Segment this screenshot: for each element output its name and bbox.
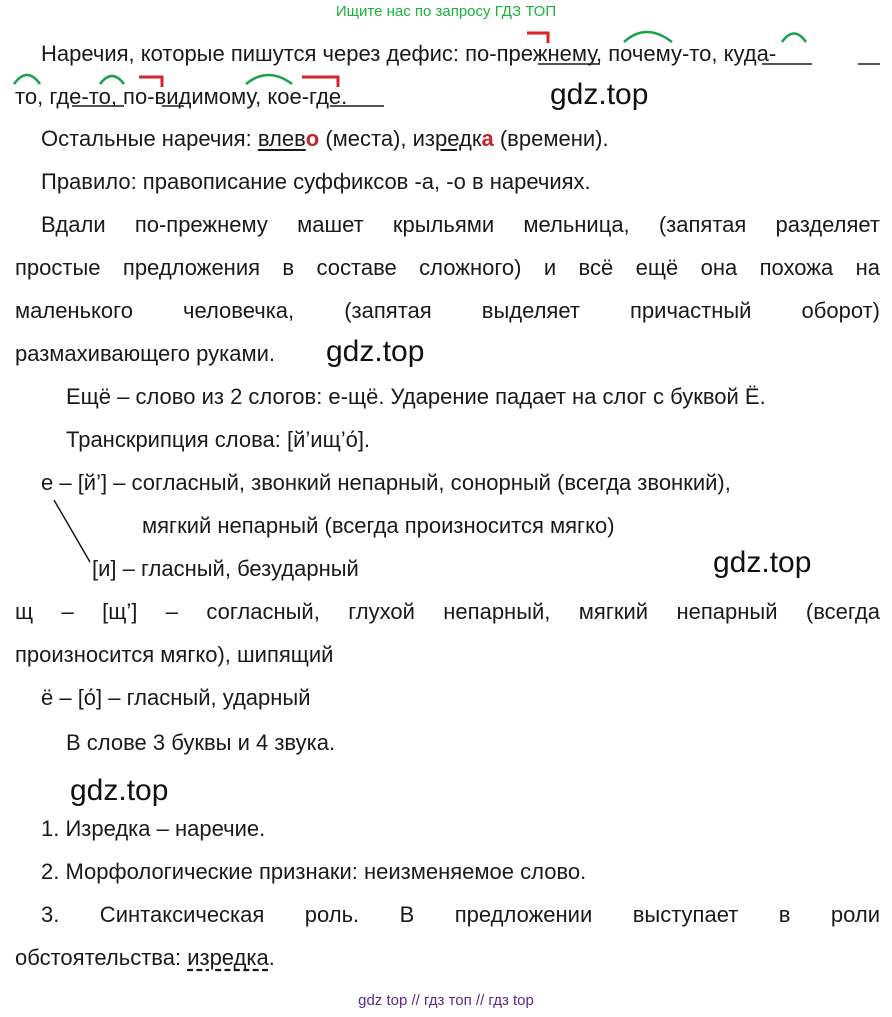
word-po-prezhnemu: по-прежнему bbox=[465, 41, 597, 66]
phonetic-e-line-3: [и] – гласный, безударный bbox=[92, 556, 359, 581]
adverbial-word: изредка bbox=[187, 945, 269, 970]
phonetic-e-line-2: мягкий непарный (всегда произносится мягко) bbox=[142, 513, 615, 538]
phonetic-shch-line-1: щ – [щ’] – согласный, глухой непарный, мягкий непарный (всегда bbox=[15, 599, 880, 624]
morpheme-marks bbox=[0, 0, 892, 120]
phonetic-intro: Ещё – слово из 2 слогов: е-щё. Ударение падает на слог с буквой Ё. bbox=[66, 384, 766, 409]
root-arc-icon bbox=[624, 32, 672, 42]
suffix-a: а bbox=[481, 126, 494, 151]
prefix-mark-icon bbox=[527, 33, 548, 43]
root-arc-icon bbox=[246, 75, 292, 84]
word-po-vidimomu: по-видимому bbox=[123, 84, 256, 109]
site-footer: gdz top // гдз топ // гдз top bbox=[358, 992, 534, 1009]
watermark: gdz.top bbox=[713, 546, 812, 579]
morph-point-2: 2. Морфологические признаки: неизменяемое слово. bbox=[41, 859, 587, 884]
sentence-line-4: размахивающего руками. bbox=[15, 341, 275, 366]
root-arc-icon bbox=[14, 75, 40, 84]
phonetic-shch-line-2: произносится мягко), шипящий bbox=[15, 642, 334, 667]
word-pochemu-to: почему-то bbox=[608, 41, 712, 66]
phonetic-summary: В слове 3 буквы и 4 звука. bbox=[66, 730, 336, 755]
prefix-mark-icon bbox=[139, 77, 162, 87]
word-koe-gde: кое-где bbox=[267, 84, 342, 109]
root-vlev: влев bbox=[257, 126, 306, 151]
sentence-line-3: маленького человечка, (запятая выделяет причастный оборот) bbox=[15, 298, 880, 323]
prefix-mark-icon bbox=[302, 77, 338, 87]
suffix-o: о bbox=[305, 126, 320, 151]
phonetic-yo-line: ё – [о́] – гласный, ударный bbox=[41, 685, 311, 710]
sentence-line-2: простые предложения в составе сложного) и всё ещё она похожа на bbox=[15, 255, 880, 280]
sentence-line-1: Вдали по-прежнему машет крыльями мельница, (запятая разделяет bbox=[41, 212, 880, 237]
site-header: Ищите нас по запросу ГДЗ ТОП bbox=[335, 3, 557, 20]
morph-point-1: 1. Изредка – наречие. bbox=[41, 816, 266, 841]
adverbs-hyphen-line-1: Наречия, которые пишутся через дефис: по-прежнему, почему-то, куда- bbox=[41, 41, 777, 66]
watermark: gdz.top bbox=[70, 774, 169, 807]
morph-point-3: 3. Синтаксическая роль. В предложении выступает в роли bbox=[41, 902, 880, 927]
watermark: gdz.top bbox=[326, 335, 425, 368]
other-adverbs-line: Остальные наречия: влево (места), изредка (времени). bbox=[41, 126, 609, 151]
adverbs-hyphen-line-2: то, где-то, по-видимому, кое-где. bbox=[15, 84, 348, 109]
root-red: ред bbox=[435, 126, 472, 151]
morph-point-3-cont: обстоятельства: изредка. bbox=[15, 945, 275, 970]
word-kuda: куда- bbox=[723, 41, 777, 66]
root-arc-icon bbox=[100, 76, 124, 84]
root-arc-icon bbox=[782, 34, 806, 43]
rule-line: Правило: правописание суффиксов -а, -о в наречиях. bbox=[41, 169, 591, 194]
word-gde-to: где-то bbox=[49, 84, 111, 109]
phonetic-transcription: Транскрипция слова: [й’ищ’о́]. bbox=[66, 427, 371, 452]
phonetic-e-line-1: е – [й’] – согласный, звонкий непарный, сонорный (всегда звонкий), bbox=[41, 470, 731, 495]
watermark: gdz.top bbox=[550, 78, 649, 111]
